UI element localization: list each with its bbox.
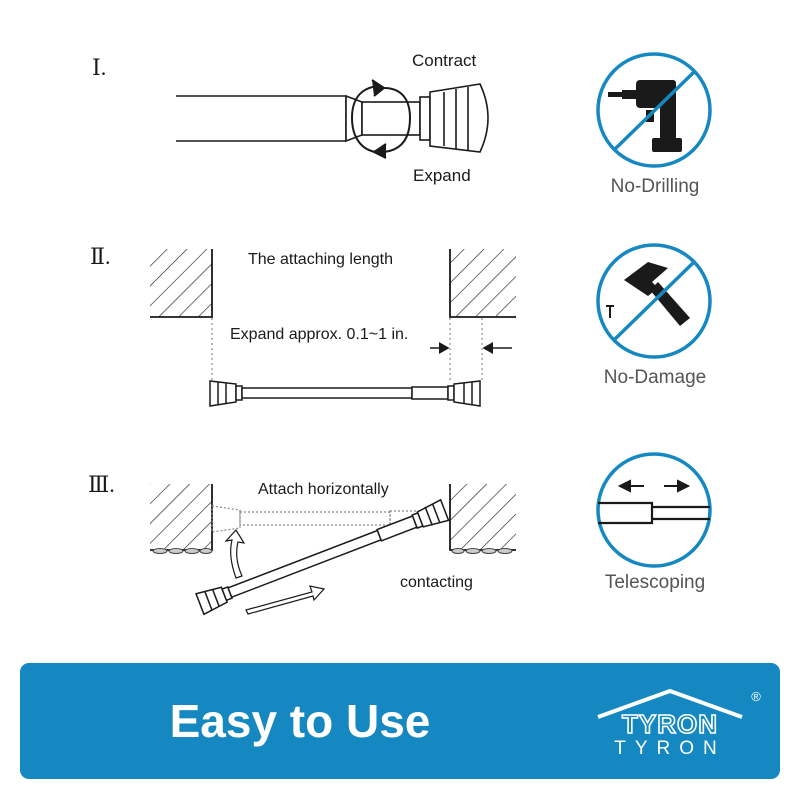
feature-label-no-drilling: No-Drilling — [610, 176, 700, 197]
step-1 — [92, 51, 488, 185]
attaching-length-label: The attaching length — [248, 251, 393, 268]
expand-note-label: Expand approx. 0.1~1 in. — [230, 326, 409, 343]
step-1-rod — [176, 84, 488, 152]
left-wall-3 — [150, 484, 212, 554]
bottom-banner — [20, 663, 780, 779]
step-2-numeral: Ⅱ. — [90, 244, 111, 269]
right-wall — [450, 249, 516, 317]
banner-title: Easy to Use — [169, 695, 431, 747]
lift-arrow — [226, 530, 244, 578]
feature-label-telescoping: Telescoping — [604, 572, 706, 593]
logo-mark-icon — [596, 687, 766, 739]
left-wall — [150, 249, 212, 317]
push-arrow — [246, 586, 324, 614]
attach-horizontally-label: Attach horizontally — [258, 481, 389, 498]
right-wall-3 — [450, 484, 516, 554]
step-3 — [88, 472, 516, 614]
step-3-numeral: Ⅲ. — [88, 472, 115, 497]
telescoping-rod-icon — [598, 454, 710, 566]
tyron-logo — [596, 687, 766, 759]
logo-wordmark: TYRON — [614, 738, 726, 759]
feature-no-damage — [598, 245, 710, 388]
drill-icon — [598, 54, 710, 166]
step-1-numeral: Ⅰ. — [92, 55, 107, 80]
contract-label: Contract — [412, 51, 477, 70]
logo-mark-text: TYRON — [622, 709, 718, 739]
feature-no-drilling — [598, 54, 710, 197]
step-2 — [90, 244, 516, 406]
expand-label: Expand — [413, 166, 471, 185]
contacting-label: contacting — [400, 574, 473, 591]
step-2-rod — [210, 381, 480, 406]
feature-label-no-damage: No-Damage — [603, 367, 707, 388]
hammer-icon — [598, 245, 710, 357]
registered-mark: ® — [751, 689, 761, 704]
feature-telescoping — [598, 454, 710, 593]
